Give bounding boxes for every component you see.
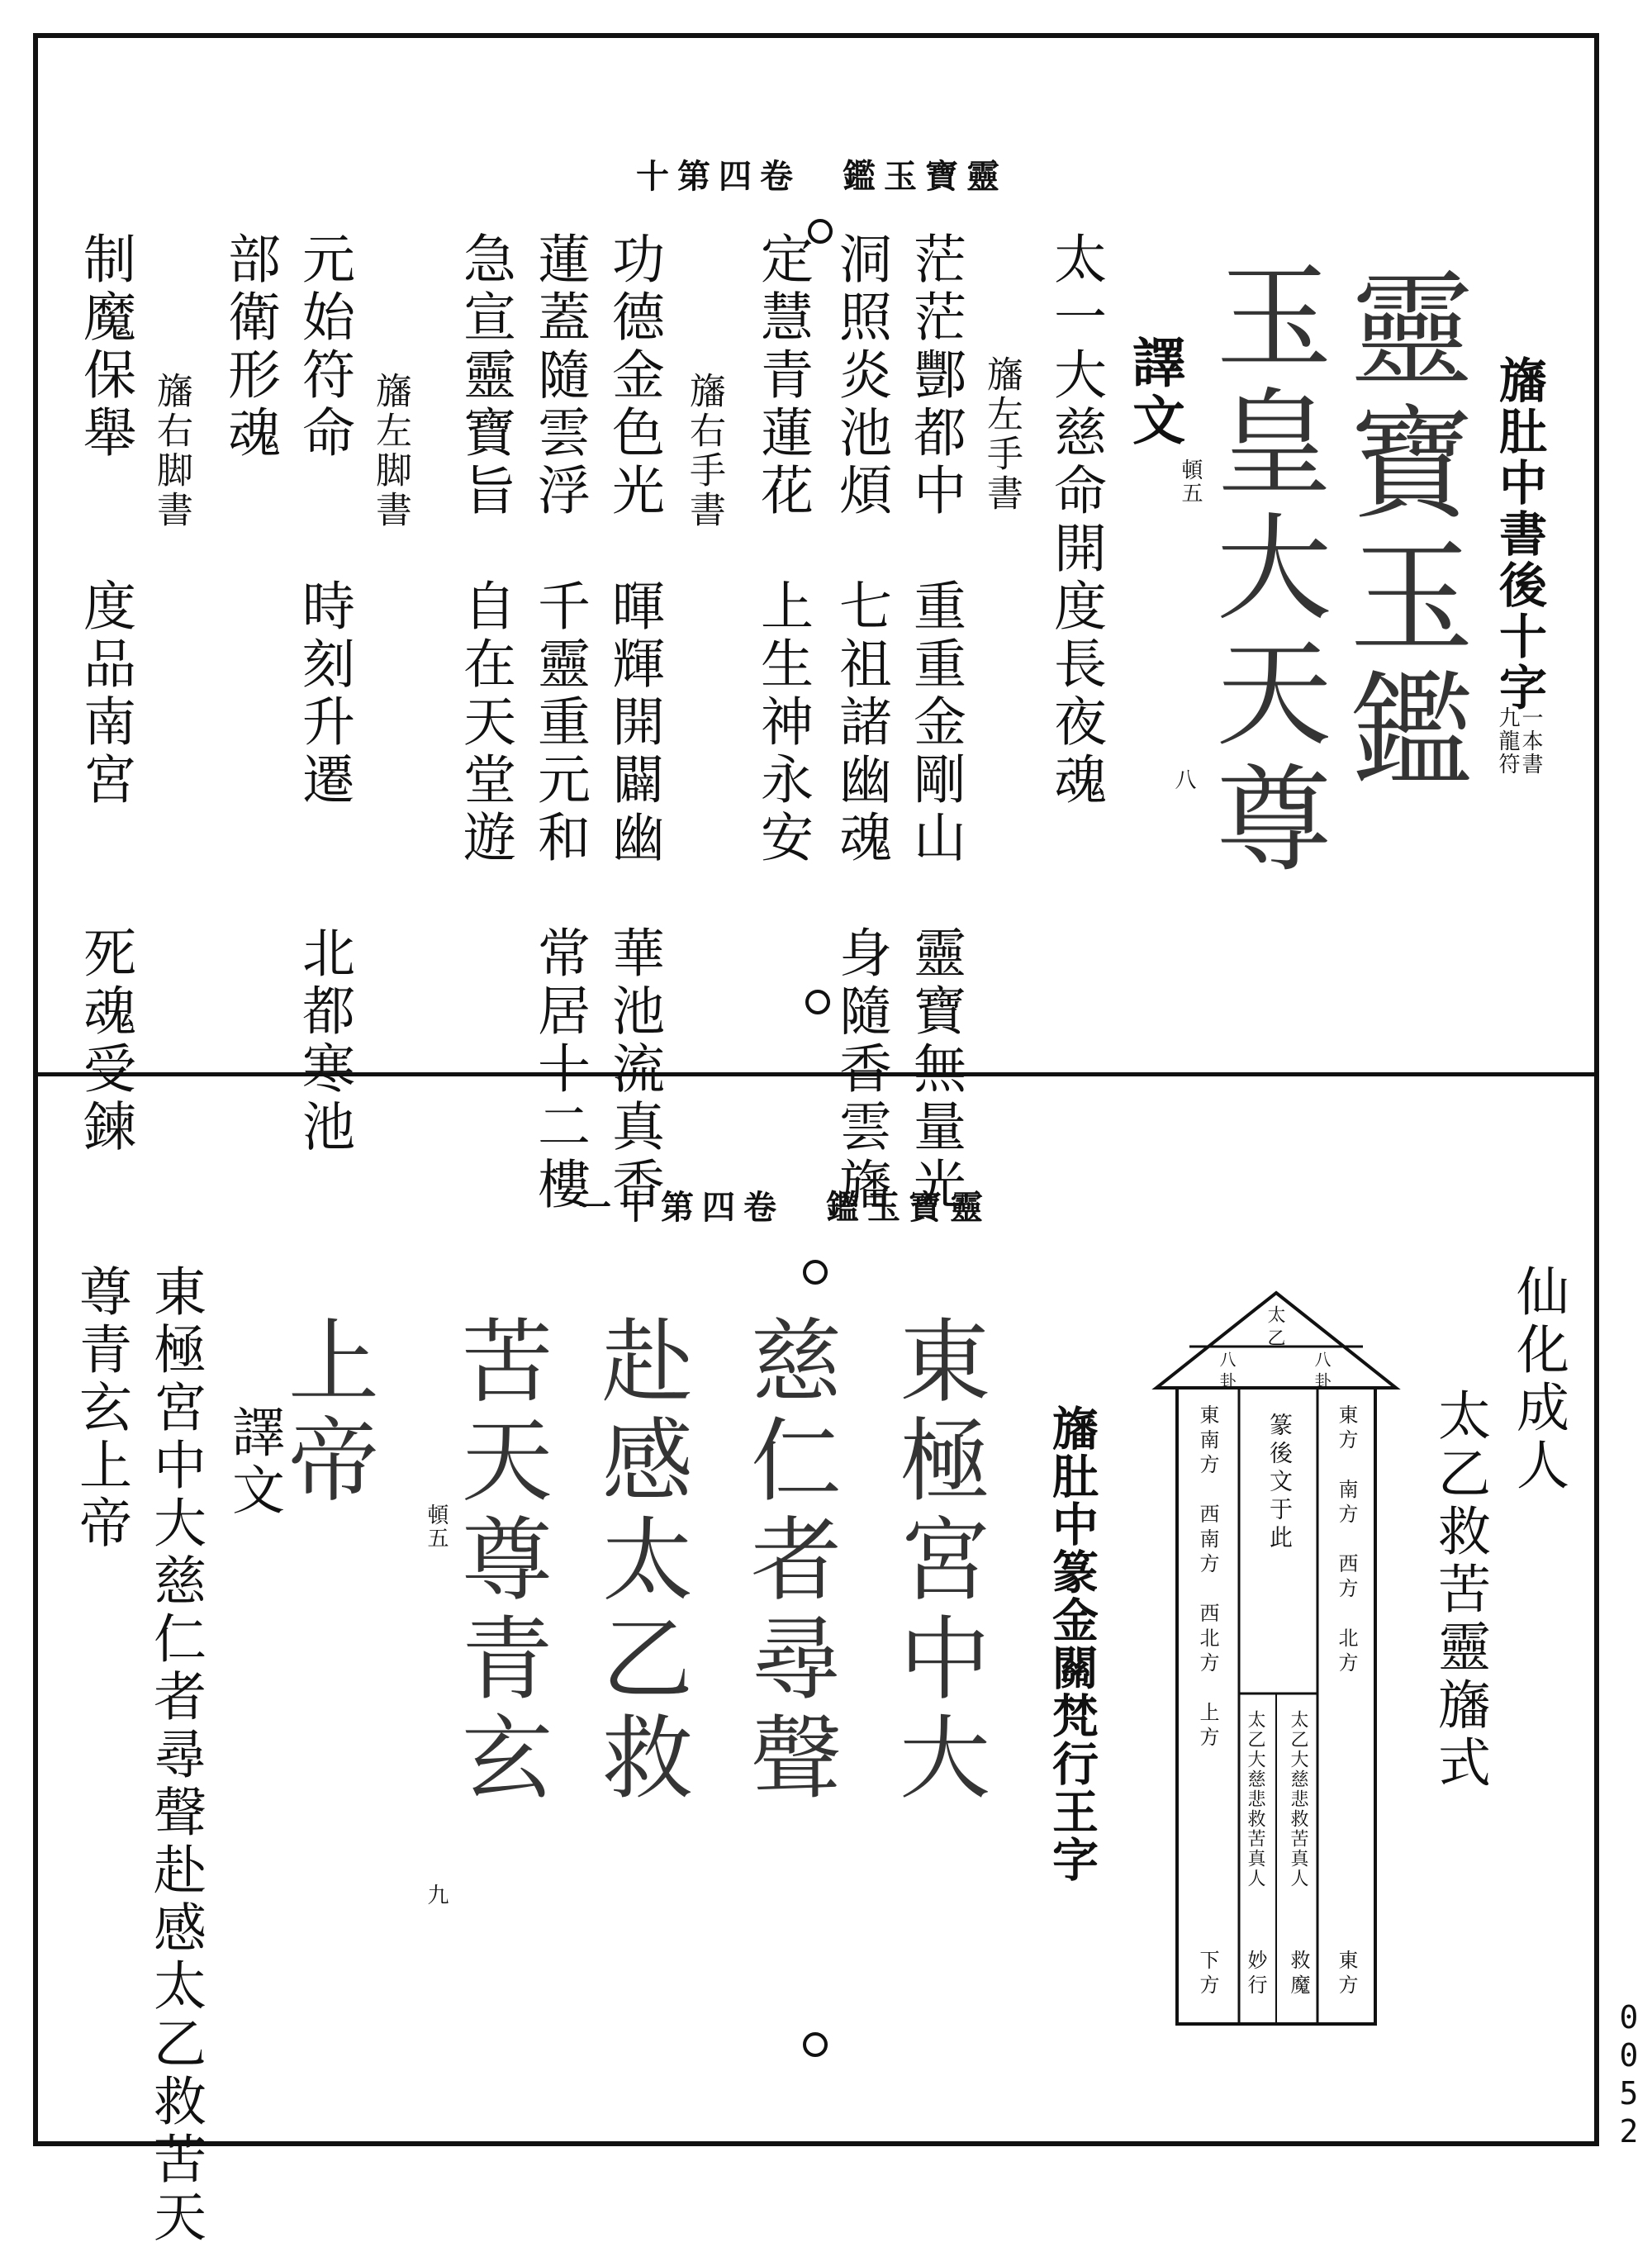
top-page-mark: 八 [1171, 768, 1196, 791]
diagram-bottom-left: 下方 [1196, 1950, 1219, 1999]
bottom-seal-column-5: 上帝 [273, 1314, 379, 1512]
bottom-seal-column-2: 慈仁者尋聲 [736, 1314, 842, 1809]
top-seal-column-2: 玉皇大天尊 [1197, 256, 1332, 884]
bottom-fu-title: 旛肚中篆金關梵行王字 [1045, 1404, 1099, 1884]
top-seal-column-1: 靈寶玉鑑 [1328, 264, 1472, 800]
bottom-fan-title: 太乙救苦靈旛式 [1429, 1388, 1490, 1793]
top-col-14: 制魔保舉 度品南宮 死魂受鍊 [74, 231, 135, 1157]
bottom-xianhua: 仙化成人 [1507, 1264, 1569, 1495]
top-header: 十第四卷 鑑玉寶靈 [636, 157, 1008, 196]
top-col-10: 旛左脚書 [369, 372, 411, 530]
diagram-bottom-right: 東方 [1335, 1950, 1358, 1999]
top-yiwen: 譯文 [1123, 335, 1185, 450]
bottom-seal-column-4: 苦天尊青玄 [447, 1314, 553, 1809]
bottom-circle-2 [803, 2032, 828, 2057]
top-col-4: 洞照炎池煩 七祖諸幽魂 身隨香雲旛 [830, 231, 891, 1214]
top-col-13: 旛右脚書 [150, 372, 192, 530]
bottom-yiwen: 譯文 [223, 1404, 284, 1520]
bottom-trans-col-2: 尊青玄上帝 [70, 1264, 131, 1553]
banner-outline [1148, 1289, 1404, 2032]
diagram-left-column: 東南方 西南方 西北方 上方 [1196, 1404, 1219, 1751]
diagram-roof-right: 八卦 [1312, 1351, 1332, 1394]
top-fu-title: 旛肚中書後十字 [1491, 355, 1547, 714]
top-col-11: 元始符命 時刻升遷 北都寒池 [293, 231, 354, 1157]
top-col-8: 蓮蓋隨雲浮 千靈重元和 常居十二樓 [529, 231, 590, 1214]
top-col-2: 旛左手書 [980, 355, 1023, 514]
banner-diagram [1148, 1289, 1404, 2032]
diagram-roof-top: 太乙 [1265, 1305, 1285, 1352]
bottom-seal-note: 頓五 [424, 1504, 449, 1550]
top-circle-2 [805, 990, 830, 1014]
top-col-6: 旛右手書 [683, 372, 725, 530]
bottom-seal-column-3: 赴感太乙救 [587, 1314, 693, 1809]
top-col-5: 定慧青蓮花 上生神永安 [752, 231, 813, 867]
diagram-center-left: 太乙大慈悲救苦真人 [1245, 1710, 1265, 1888]
bottom-page-mark: 九 [424, 1884, 449, 1907]
bottom-trans-col-1: 東極宮中大慈仁者尋聲赴感太乙救苦天 [145, 1264, 206, 2247]
top-col-3: 茫茫酆都中 重重金剛山 靈寶無量光 [904, 231, 966, 1214]
top-fu-note-2: 九龍符 [1495, 706, 1520, 776]
top-fu-note-1: 一本書 [1518, 706, 1543, 776]
diagram-bottom-center: 妙行 [1244, 1950, 1267, 1999]
bottom-seal-column-1: 東極宮中大 [885, 1314, 990, 1809]
diagram-center-right: 太乙大慈悲救苦真人 [1288, 1710, 1308, 1888]
page-divider [33, 1072, 1599, 1076]
diagram-roof-left: 八卦 [1217, 1351, 1237, 1394]
top-seal-note: 頓五 [1178, 458, 1203, 505]
bottom-circle-1 [803, 1260, 828, 1285]
page-number: 0052 [1611, 1999, 1647, 2151]
diagram-center-top: 篆後文于此 [1266, 1413, 1294, 1553]
top-col-1: 太一大慈命開度長夜魂 [1045, 231, 1106, 810]
bottom-header: 一十第四卷 鑑玉寶靈 [578, 1188, 991, 1227]
diagram-bottom-mid: 救魔 [1287, 1950, 1310, 1999]
top-col-9: 急宣靈寶旨 自在天堂遊 [454, 231, 515, 867]
top-col-12: 部衛形魂 [219, 231, 280, 463]
top-col-7: 功德金色光 暉輝開闢幽 華池流真香 [603, 231, 664, 1214]
diagram-right-column: 東方 南方 西方 北方 [1335, 1404, 1358, 1677]
